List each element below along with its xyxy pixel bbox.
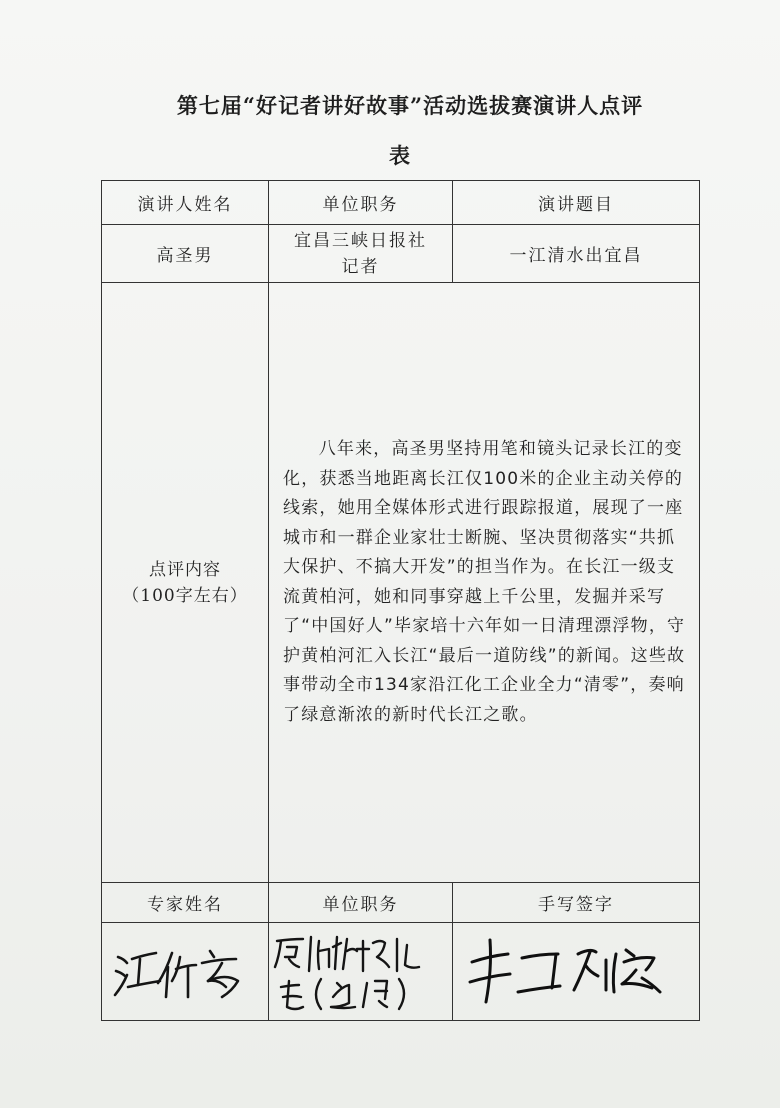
expert-row [102, 923, 700, 1021]
speaker-name-cell: 高圣男 [102, 225, 269, 283]
comment-content-cell [269, 283, 700, 883]
header-unit-position: 单位职务 [269, 181, 453, 225]
handwritten-name-image [110, 937, 260, 1007]
speaker-topic-cell: 一江清水出宜昌 [453, 225, 700, 283]
handwritten-signature-image [466, 932, 686, 1012]
header-expert-name: 专家姓名 [102, 883, 269, 923]
document-title-line1: 第七届“好记者讲好故事”活动选拔赛演讲人点评 [176, 93, 644, 118]
comment-hint: （100字左右） [122, 585, 248, 606]
header-expert-unit: 单位职务 [269, 883, 453, 923]
header-signature: 手写签字 [453, 883, 700, 923]
comment-label-cell [102, 283, 269, 883]
header-speaker-name: 演讲人姓名 [102, 181, 269, 225]
handwritten-unit-image [271, 927, 451, 1017]
speaker-unit-cell: 宜昌三峡日报社记者 [269, 225, 453, 283]
comment-row [102, 283, 700, 883]
expert-name-handwritten [102, 923, 269, 1021]
speaker-row [102, 225, 700, 283]
document-title-line2: 表 [389, 143, 411, 168]
header-speech-topic: 演讲题目 [453, 181, 700, 225]
comment-label: 点评内容 [149, 559, 221, 580]
expert-header-row [102, 883, 700, 923]
evaluation-form-table [101, 180, 700, 1021]
expert-signature-handwritten [453, 923, 700, 1021]
expert-unit-handwritten [269, 923, 453, 1021]
header-row [102, 181, 700, 225]
comment-text: 八年来，高圣男坚持用笔和镜头记录长江的变化，获悉当地距离长江仅100米的企业主动关停的线索，她用全媒体形式进行跟踪报道，展现了一座城市和一群企业家壮士断腕、坚决贯彻落实“共抓大保护、不搞大开发”的担当作为。在长江一级支流黄柏河，她和同事穿越上千公里，发掘并采写了“中国好人”毕家培十六年如一日清理漂浮物，守护黄柏河汇入长江“最后一道防线”的新闻。这些故事带动全市134家沿江化工企业全力“清零”，奏响了绿意渐浓的新时代长江之歌。 [283, 439, 686, 725]
